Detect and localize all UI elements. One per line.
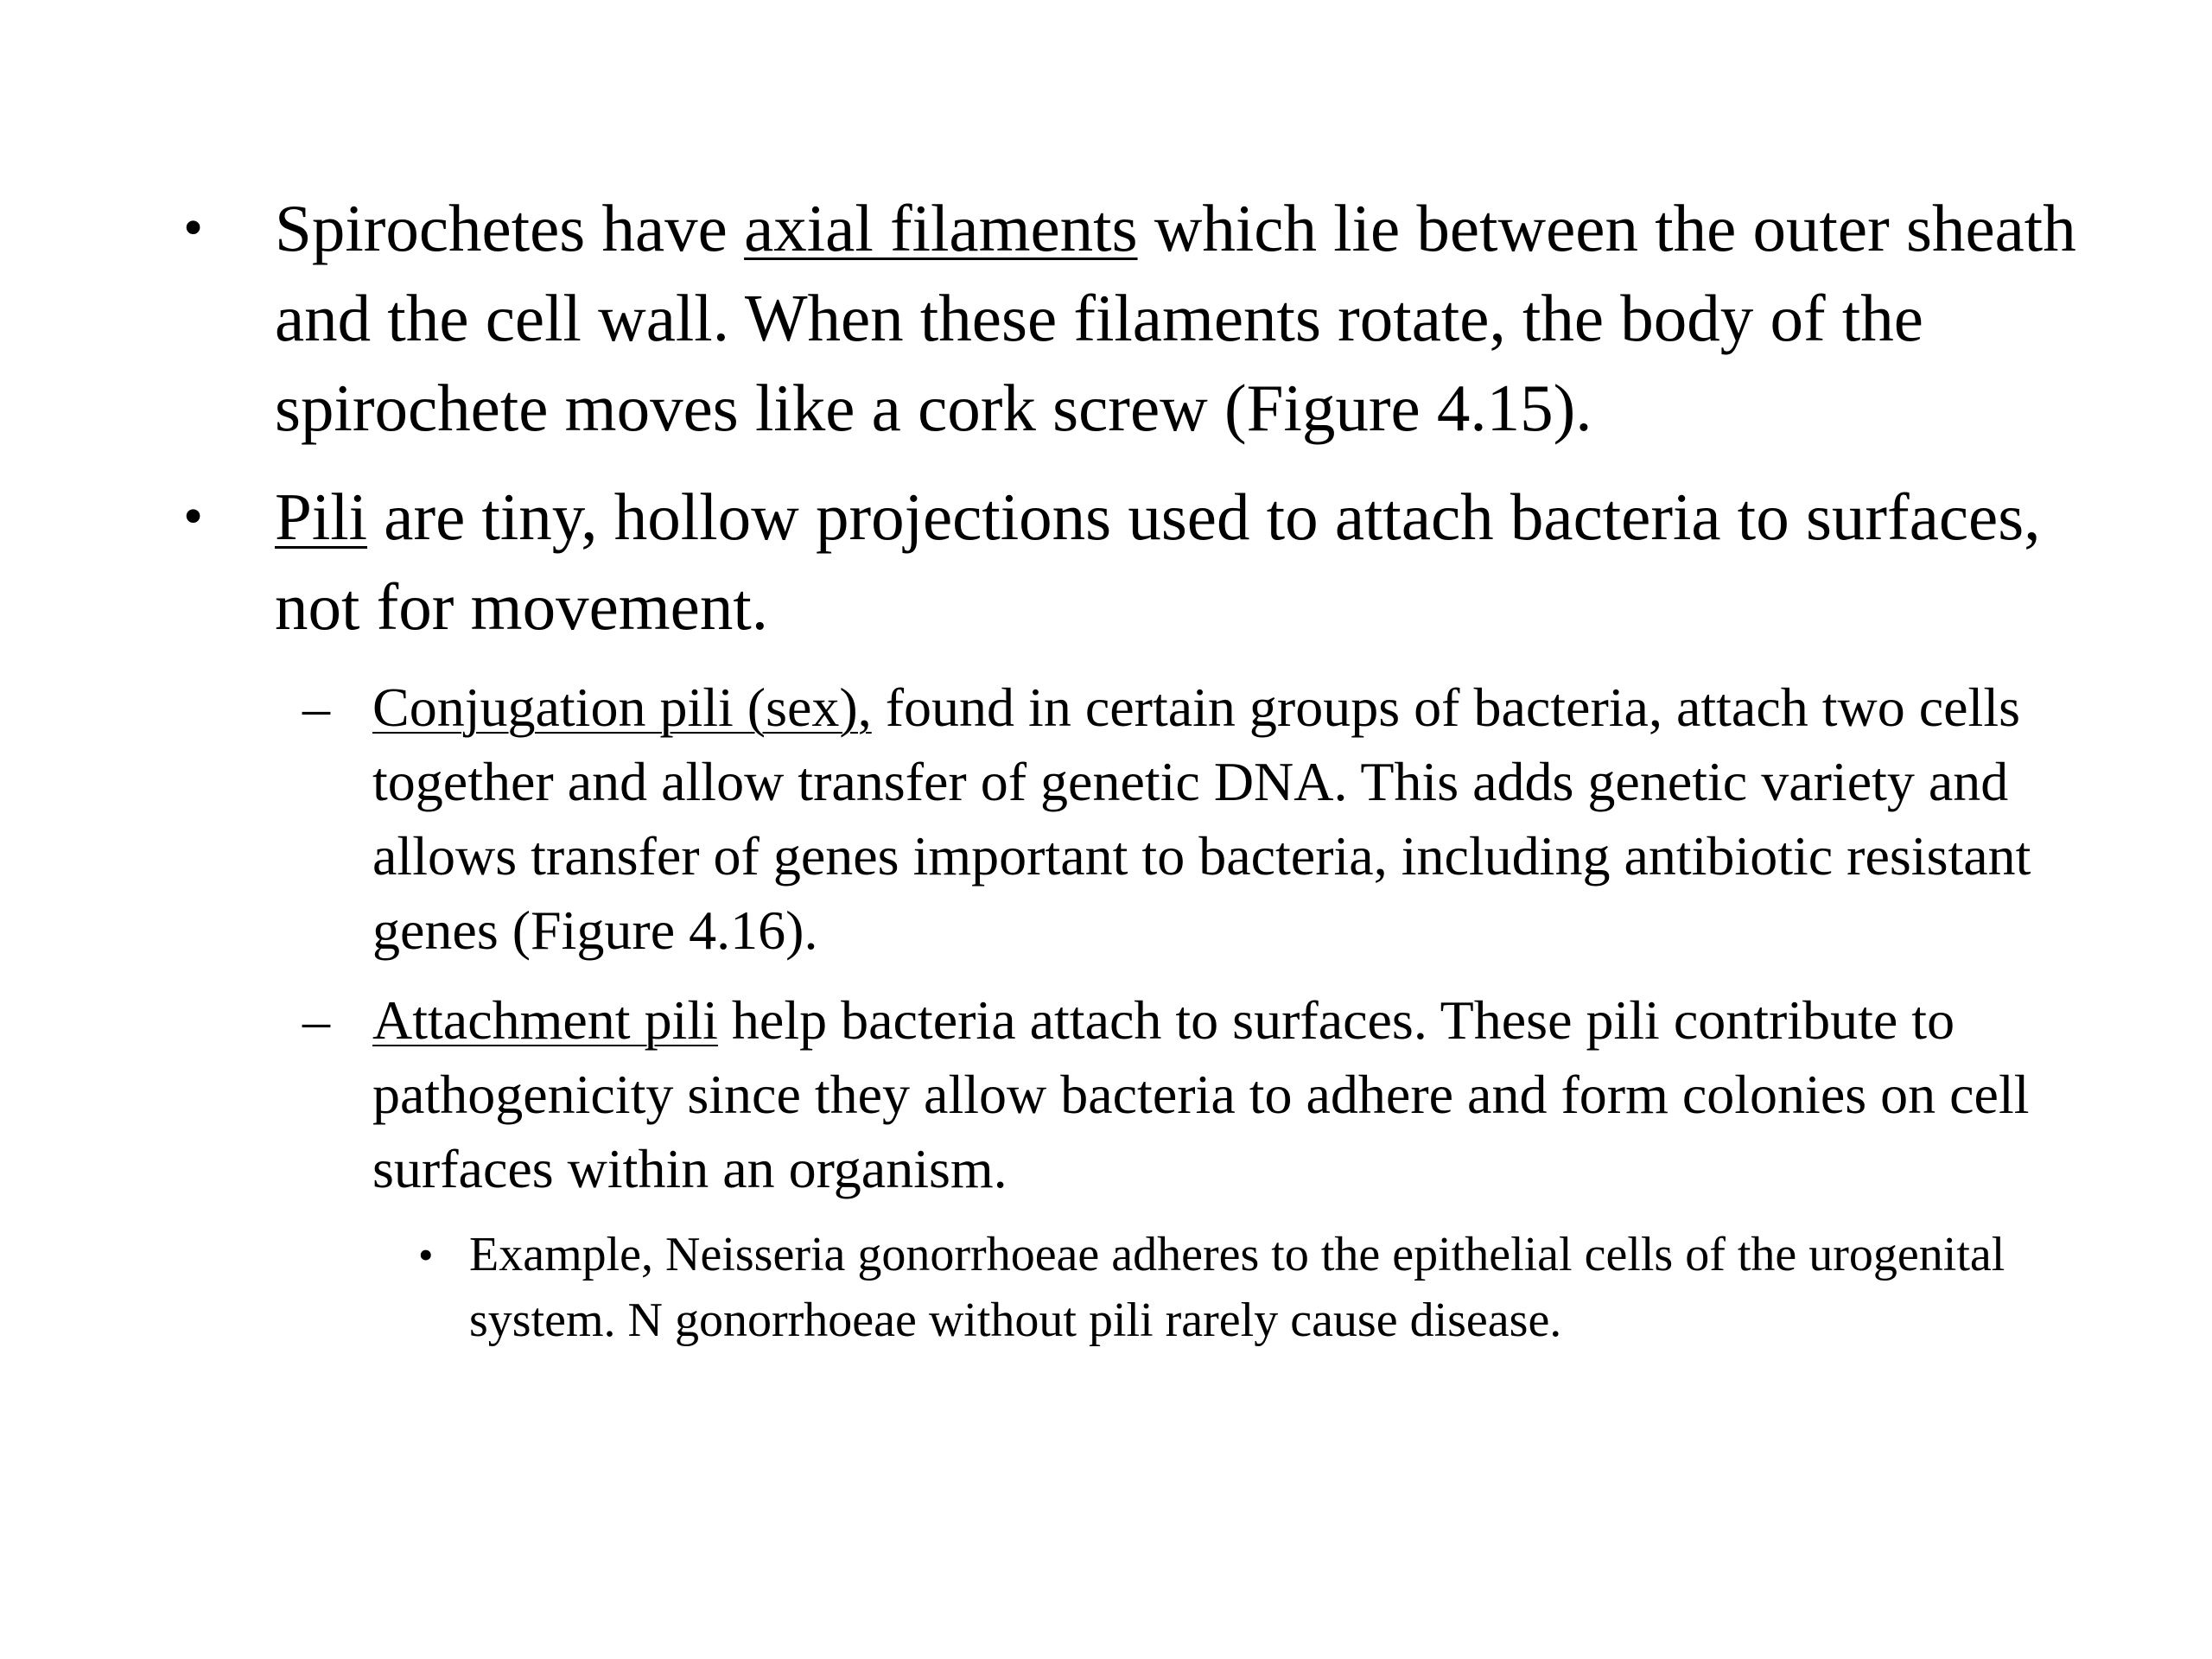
- sub-bullet-text: found in certain groups of bacteria, attach two cells together and allow transfer of genetic DNA. This adds genetic variety and allows transfer of genes important to bacteria, including antibiotic resistant genes (Figure 4.16).: [372, 677, 2031, 961]
- bullet-pili: [183, 472, 2084, 652]
- term-conjugation-pili: Conjugation pili (sex),: [372, 677, 872, 738]
- bullet-marker: •: [183, 196, 204, 259]
- example-text: Example, Neisseria gonorrhoeae adheres to the epithelial cells of the urogenital system. N gonorrhoeae without pili rarely cause disease.: [469, 1228, 2005, 1347]
- term-pili: Pili: [275, 480, 368, 554]
- bullet-text: are tiny, hollow projections used to attach bacteria to surfaces, not for movement.: [275, 480, 2041, 644]
- term-attachment-pili: Attachment pili: [372, 989, 718, 1051]
- sub-bullet-attachment-pili: [183, 983, 2084, 1206]
- bullet-text: which lie between the outer sheath and the cell wall. When these filaments rotate, the body of the spirochete moves like a cork screw (Figure 4.15).: [275, 191, 2076, 445]
- sub-bullet-conjugation-pili: [183, 671, 2084, 968]
- bullet-list: [183, 183, 2084, 1353]
- dash-marker: –: [302, 989, 330, 1051]
- dash-marker: –: [302, 677, 330, 738]
- term-axial-filaments: axial filaments: [744, 191, 1138, 265]
- sub-bullet-text: help bacteria attach to surfaces. These pili contribute to pathogenicity since they allow bacteria to adhere and form colonies on cell surfaces within an organism.: [372, 989, 2030, 1199]
- bullet-text-lead: Spirochetes have: [275, 191, 745, 265]
- bullet-spirochetes: [183, 183, 2084, 453]
- bullet-marker: •: [183, 485, 204, 548]
- sub-sub-bullet-example: [183, 1222, 2084, 1353]
- bullet-marker: •: [418, 1230, 434, 1279]
